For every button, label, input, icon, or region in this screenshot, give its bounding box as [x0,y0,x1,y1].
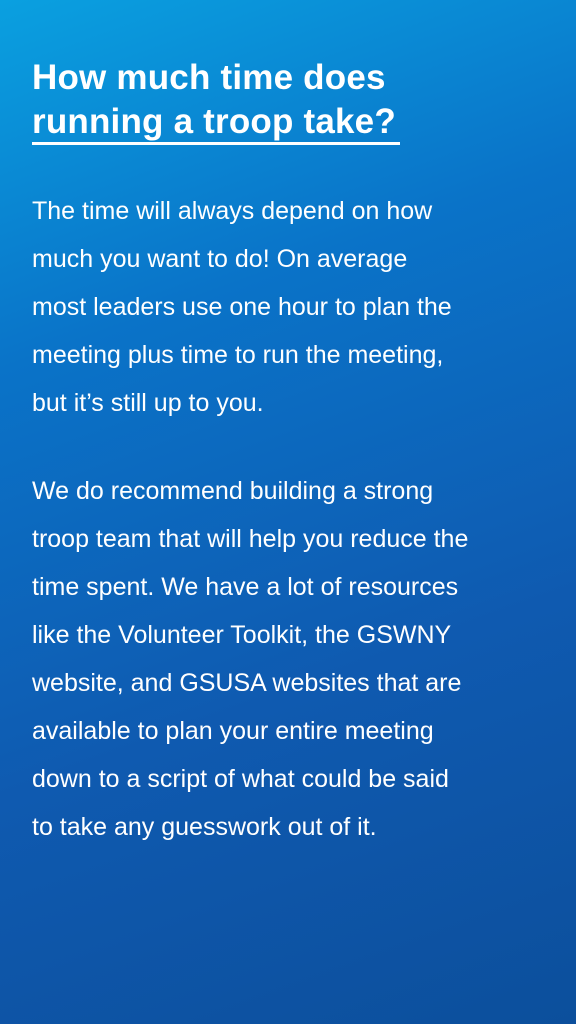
paragraph-line: down to a script of what could be said [32,765,449,793]
paragraph-line: to take any guesswork out of it. [32,813,377,841]
paragraph-troop-team [32,467,544,851]
paragraph-line: available to plan your entire meeting [32,717,434,745]
paragraph-line: like the Volunteer Toolkit, the GSWNY [32,621,452,649]
paragraph-line: most leaders use one hour to plan the [32,293,452,321]
paragraph-line: We do recommend building a strong [32,477,434,505]
title-line-2-underlined: running a troop take? [32,102,400,145]
paragraph-line: much you want to do! On average [32,245,408,273]
page-title [32,56,544,145]
paragraph-line: time spent. We have a lot of resources [32,573,459,601]
paragraph-line: but it’s still up to you. [32,389,264,417]
paragraph-line: troop team that will help you reduce the [32,525,469,553]
title-line-1: How much time does [32,58,386,97]
paragraph-time-depends [32,187,544,427]
paragraph-line: The time will always depend on how [32,197,433,225]
paragraph-line: website, and GSUSA websites that are [32,669,462,697]
paragraph-line: meeting plus time to run the meeting, [32,341,444,369]
